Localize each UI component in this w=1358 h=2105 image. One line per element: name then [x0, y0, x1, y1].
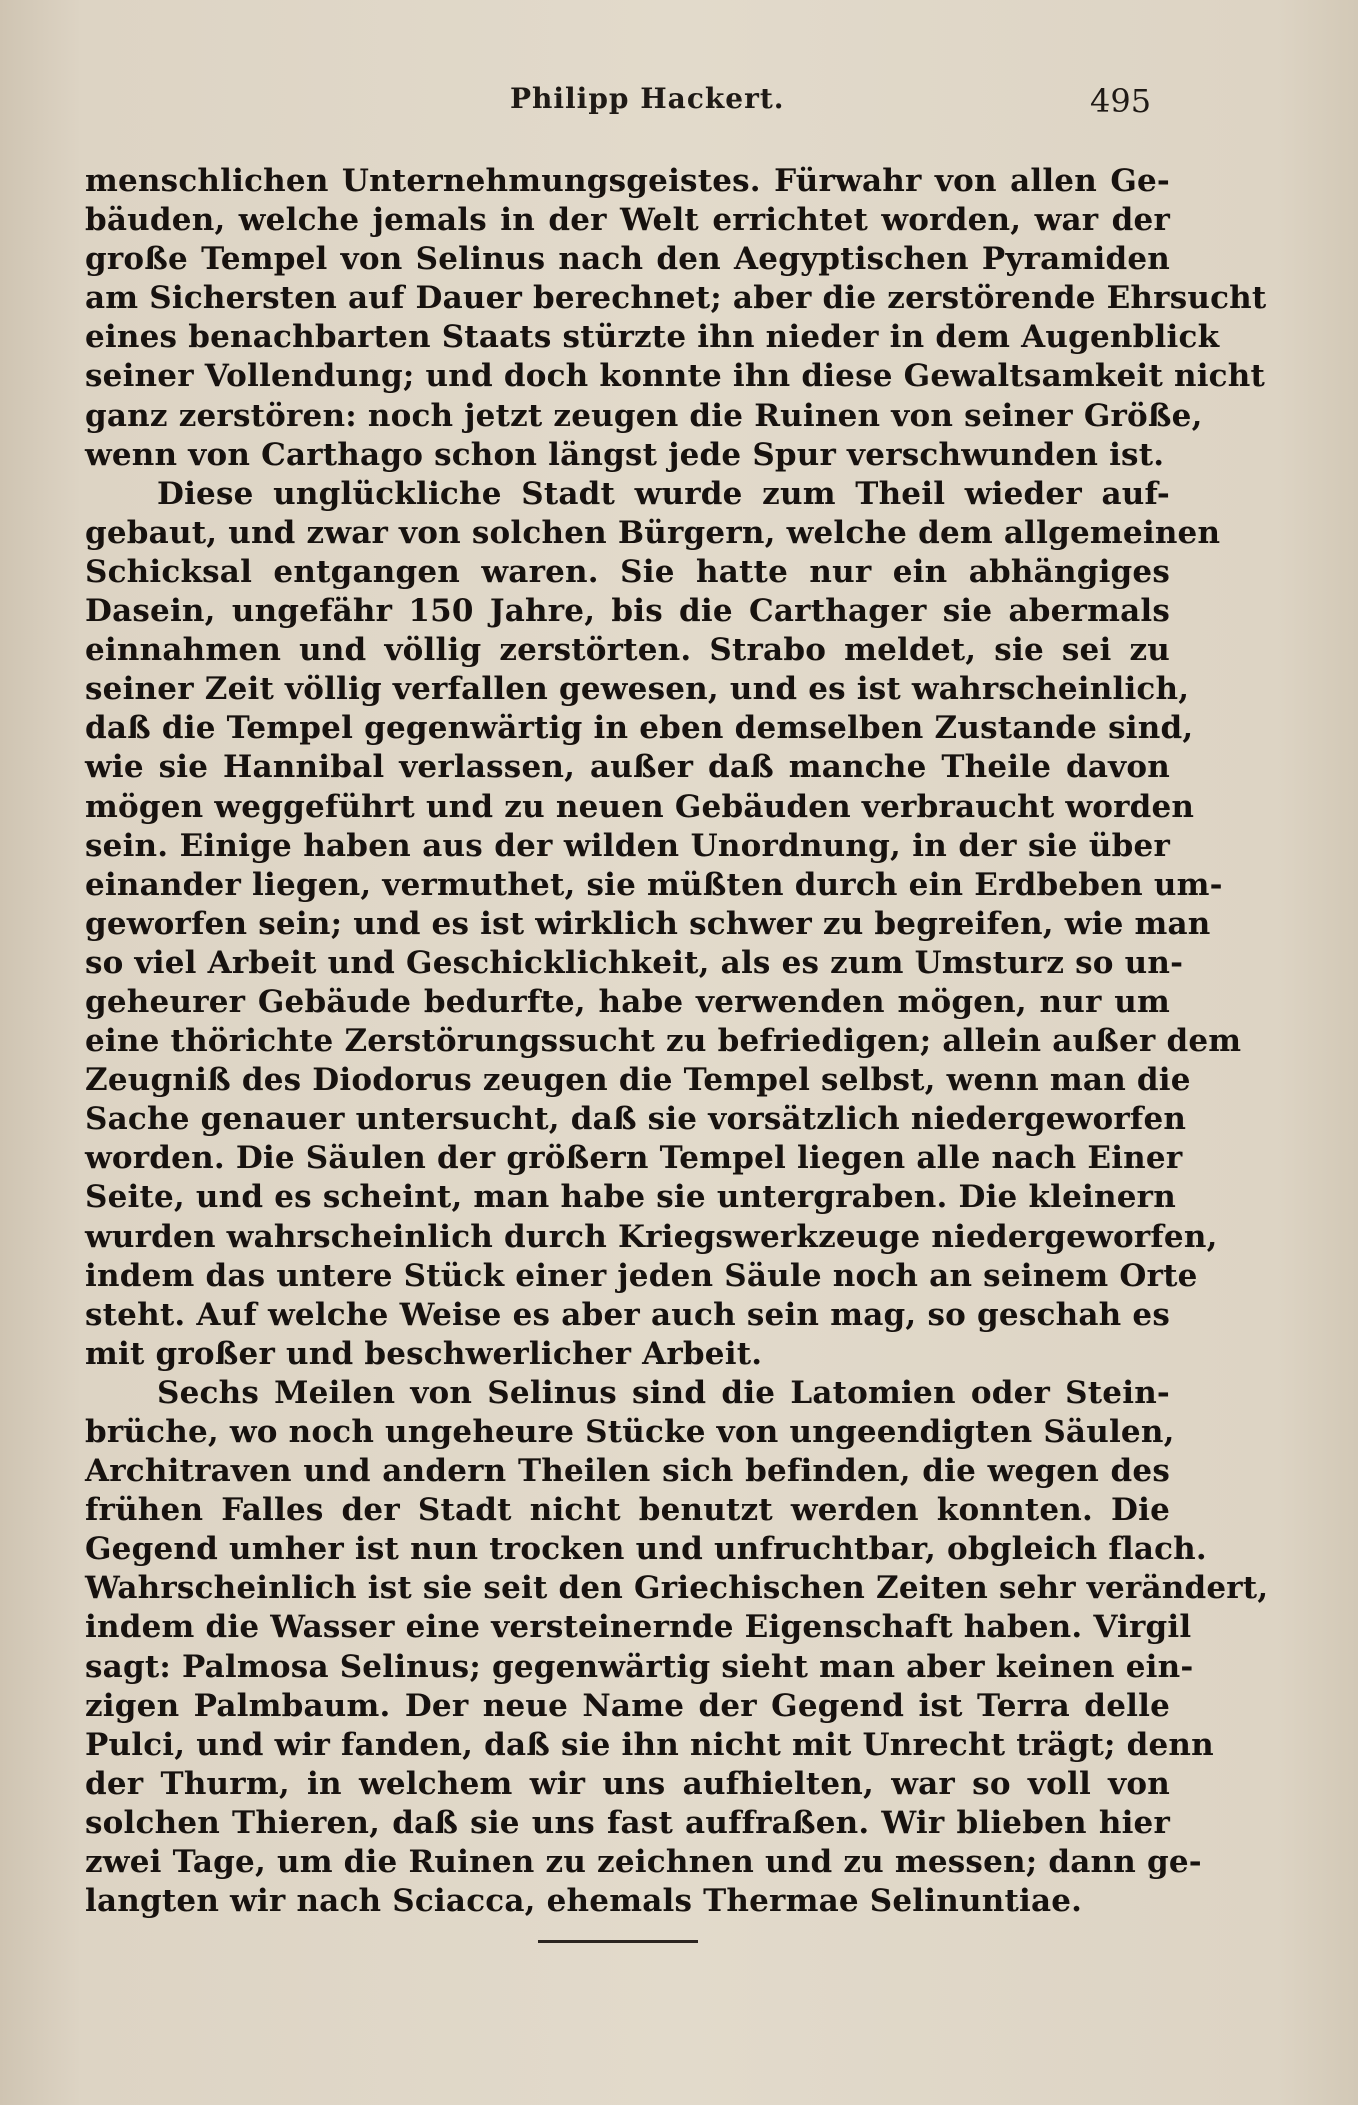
text-line: wurden wahrscheinlich durch Kriegswerkzeuge niedergeworfen,	[85, 1218, 1218, 1255]
text-line: solchen Thieren, daß sie uns fast auffraßen. Wir blieben hier	[85, 1804, 1170, 1841]
text-line: gebaut, und zwar von solchen Bürgern, welche dem allgemeinen	[85, 514, 1221, 551]
text-line: mit großer und beschwerlicher Arbeit.	[85, 1335, 763, 1372]
text-line: Gegend umher ist nun trocken und unfruchtbar, obgleich flach.	[85, 1531, 1207, 1568]
text-line: Wahrscheinlich ist sie seit den Griechischen Zeiten sehr verändert,	[85, 1570, 1269, 1607]
running-head	[0, 82, 1358, 122]
text-line: ganz zerstören: noch jetzt zeugen die Ruinen von seiner Größe,	[85, 397, 1203, 434]
text-line: so viel Arbeit und Geschicklichkeit, als es zum Umsturz so un-	[85, 944, 1184, 981]
text-line: geworfen sein; und es ist wirklich schwer zu begreifen, wie man	[85, 905, 1211, 942]
text-line: zwei Tage, um die Ruinen zu zeichnen und zu messen; dann ge-	[85, 1844, 1202, 1881]
text-line: frühen Falles der Stadt nicht benutzt werden konnten. Die	[85, 1492, 1170, 1529]
text-line: Seite, und es scheint, man habe sie untergraben. Die kleinern	[85, 1179, 1176, 1216]
running-title: Philipp Hackert.	[510, 82, 785, 115]
body-text	[85, 162, 1269, 1921]
text-line: zigen Palmbaum. Der neue Name der Gegend ist Terra delle	[85, 1687, 1170, 1724]
text-line: Zeugniß des Diodorus zeugen die Tempel selbst, wenn man die	[85, 1062, 1191, 1099]
text-line: der Thurm, in welchem wir uns aufhielten, war so voll von	[85, 1765, 1170, 1802]
page-number: 495	[1090, 82, 1152, 120]
text-line: eines benachbarten Staats stürzte ihn nieder in dem Augenblick	[85, 319, 1220, 356]
text-line: brüche, wo noch ungeheure Stücke von ungeendigten Säulen,	[85, 1414, 1175, 1450]
paragraph-start-line: Sechs Meilen von Selinus sind die Latomien oder Stein-	[157, 1374, 1170, 1411]
text-line: seiner Vollendung; und doch konnte ihn diese Gewaltsamkeit nicht	[85, 358, 1266, 395]
text-line: wie sie Hannibal verlassen, außer daß manche Theile davon	[85, 749, 1170, 786]
text-line: bäuden, welche jemals in der Welt errichtet worden, war der	[85, 202, 1170, 239]
text-line: seiner Zeit völlig verfallen gewesen, und es ist wahrscheinlich,	[85, 671, 1190, 708]
paragraph-start-line: Diese unglückliche Stadt wurde zum Theil wieder auf-	[157, 475, 1170, 512]
text-line: indem die Wasser eine versteinernde Eigenschaft haben. Virgil	[85, 1609, 1192, 1646]
text-line: worden. Die Säulen der größern Tempel liegen alle nach Einer	[85, 1140, 1183, 1177]
text-line: eine thörichte Zerstörungssucht zu befriedigen; allein außer dem	[85, 1023, 1242, 1060]
text-line: wenn von Carthago schon längst jede Spur verschwunden ist.	[85, 436, 1165, 473]
section-divider-rule	[538, 1940, 698, 1943]
text-line: einander liegen, vermuthet, sie müßten durch ein Erdbeben um-	[85, 866, 1223, 903]
text-line: Sache genauer untersucht, daß sie vorsätzlich niedergeworfen	[85, 1101, 1187, 1138]
text-line: einnahmen und völlig zerstörten. Strabo meldet, sie sei zu	[85, 632, 1170, 669]
text-line: indem das untere Stück einer jeden Säule noch an seinem Orte	[85, 1257, 1198, 1294]
text-line: am Sichersten auf Dauer berechnet; aber die zerstörende Ehrsucht	[85, 280, 1267, 317]
text-line: Architraven und andern Theilen sich befinden, die wegen des	[85, 1453, 1170, 1490]
text-line: menschlichen Unternehmungsgeistes. Fürwahr von allen Ge-	[85, 163, 1170, 199]
text-line: steht. Auf welche Weise es aber auch sein mag, so geschah es	[85, 1296, 1170, 1333]
text-line: große Tempel von Selinus nach den Aegyptischen Pyramiden	[85, 241, 1170, 278]
text-line: Schicksal entgangen waren. Sie hatte nur ein abhängiges	[85, 553, 1170, 590]
text-line: sein. Einige haben aus der wilden Unordnung, in der sie über	[85, 827, 1170, 864]
text-line: Dasein, ungefähr 150 Jahre, bis die Carthager sie abermals	[85, 593, 1170, 630]
text-line: Pulci, und wir fanden, daß sie ihn nicht mit Unrecht trägt; denn	[85, 1726, 1214, 1763]
text-line: sagt: Palmosa Selinus; gegenwärtig sieht man aber keinen ein-	[85, 1648, 1194, 1685]
text-line: geheurer Gebäude bedurfte, habe verwenden mögen, nur um	[85, 983, 1170, 1020]
text-line: daß die Tempel gegenwärtig in eben demselben Zustande sind,	[85, 710, 1194, 747]
text-line: mögen weggeführt und zu neuen Gebäuden verbraucht worden	[85, 788, 1195, 825]
text-line: langten wir nach Sciacca, ehemals Thermae Selinuntiae.	[85, 1883, 1083, 1920]
